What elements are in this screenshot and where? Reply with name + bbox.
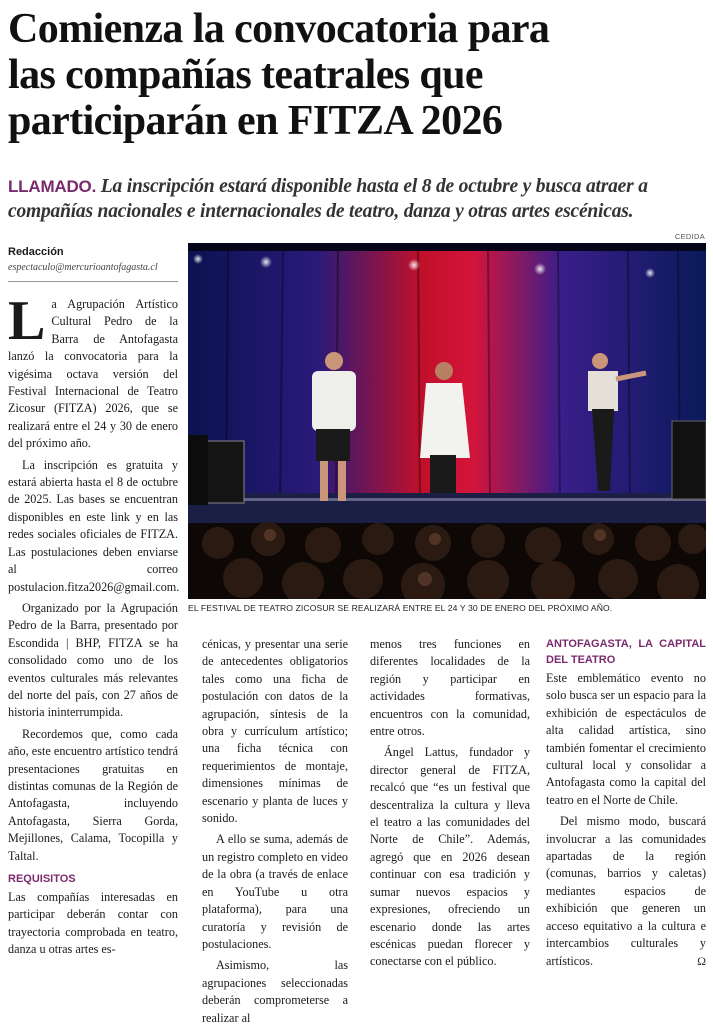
photo-caption: EL FESTIVAL DE TEATRO ZICOSUR SE REALIZARÁ ENTRE EL 24 Y 30 DE ENERO DEL PRÓXIMO AÑO.: [188, 603, 613, 613]
drop-cap: L: [8, 290, 46, 352]
paragraph: [546, 813, 706, 970]
paragraph: Las compañías interesadas en participar deberán contar con trayectoria comprobada en teatro, danza u otras artes es-: [8, 890, 178, 957]
article-column-1: [8, 290, 180, 963]
paragraph: Ángel Lattus, fundador y director general de FITZA, recalcó que “es un festival que descentraliza la cultura y lleva el teatro a las comunidades del Norte de Chile”. Además, agregó que en 2026 desean continuar con esa tradición y sumar nuevos espacios y expresiones, ofreciendo un escenario donde las artes escénicas puedan florecer y conectarse con el público.: [370, 745, 530, 969]
headline-line-1: Comienza la convocatoria para: [8, 6, 550, 52]
stage-photo: [188, 243, 706, 599]
paragraph: A ello se suma, además de un registro completo en video de la obra (a través de enlace en YouTube u otra plataforma), para una curatoría y revisión de postulaciones.: [202, 832, 348, 951]
lead-kicker: LLAMADO.: [8, 177, 97, 196]
end-mark-icon: Ω: [697, 953, 706, 968]
headline-line-3: participarán en FITZA 2026: [8, 98, 503, 144]
paragraph-text: a Agrupación Artístico Cultural Pedro de la Barra de Antofagasta lanzó la convocatoria para la vigésima octava versión del Festival Internacional de Teatro Zicosur (FITZA) 2026, que se realizará entre el 24 y 30 de enero del próximo año.: [8, 297, 178, 451]
byline-divider: [8, 281, 178, 282]
article-column-2: [202, 636, 348, 1031]
paragraph: Organizado por la Agrupación Pedro de la Barra, presentado por Escondida | BHP, FITZA se ha consolidado como uno de los eventos culturales más relevantes del norte del país, con 27 años de historia ininterrumpida.: [8, 600, 178, 720]
lead-paragraph: [8, 174, 708, 224]
lead-text: La inscripción estará disponible hasta el 8 de octubre y busca atraer a compañías nacionales e internacionales de teatro, danza y otras artes escénicas.: [8, 176, 648, 222]
paragraph: Este emblemático evento no solo busca ser un espacio para la exhibición de espectáculos de alta calidad artística, sino también fomentar el crecimiento cultural local y consolidar a Antofagasta como la capital del teatro en el Norte de Chile.: [546, 671, 706, 807]
article-column-4: [546, 636, 706, 974]
paragraph: La inscripción es gratuita y estará abierta hasta el 8 de octubre de 2025. Las bases se encuentran disponibles en este link y en las redes sociales oficiales de FITZA. Las postulaciones deben enviarse al correo postulacion.fitza2026@gmail.com.: [8, 457, 180, 594]
byline-author: Redacción: [8, 246, 64, 258]
byline-email[interactable]: espectaculo@mercurioantofagasta.cl: [8, 262, 158, 273]
subheading-requisitos: REQUISITOS: [8, 873, 76, 885]
headline-line-2: las compañías teatrales que: [8, 52, 483, 98]
stage-photo-image: [188, 243, 706, 599]
paragraph: [8, 290, 178, 453]
subheading-capital: ANTOFAGASTA, LA CAPITAL DEL TEATRO: [546, 638, 706, 666]
photo-credit: CEDIDA: [674, 232, 705, 241]
paragraph: Asimismo, las agrupaciones seleccionadas deberán comprometerse a realizar al: [202, 958, 348, 1025]
paragraph: cénicas, y presentar una serie de antecedentes obligatorios tales como una ficha de postulación con datos de la agrupación, síntesis de la obra y currículum artístico; una ficha técnica con requerimientos de montaje, dimensiones mínimas de escenario y planta de luces y sonido.: [202, 637, 348, 826]
paragraph: Recordemos que, como cada año, este encuentro artístico tendrá presentaciones gratuitas en distintas comunas de la Región de Antofagasta, incluyendo Antofagasta, Sierra Gorda, Mejillones, Calama, Tocopilla y Taltal.: [8, 726, 178, 863]
headline: [8, 6, 708, 144]
paragraph-text: Del mismo modo, buscará involucrar a las comunidades apartadas de la región (comunas, barrios y caletas) mediantes espacios de exhibición que generen un acceso equitativo a la cultura e intercambios culturales y artísticos.: [546, 814, 706, 968]
article-column-3: [370, 636, 530, 975]
paragraph: menos tres funciones en diferentes localidades de la región y participar en actividades formativas, encuentros con la comunidad, entre otros.: [370, 637, 530, 739]
